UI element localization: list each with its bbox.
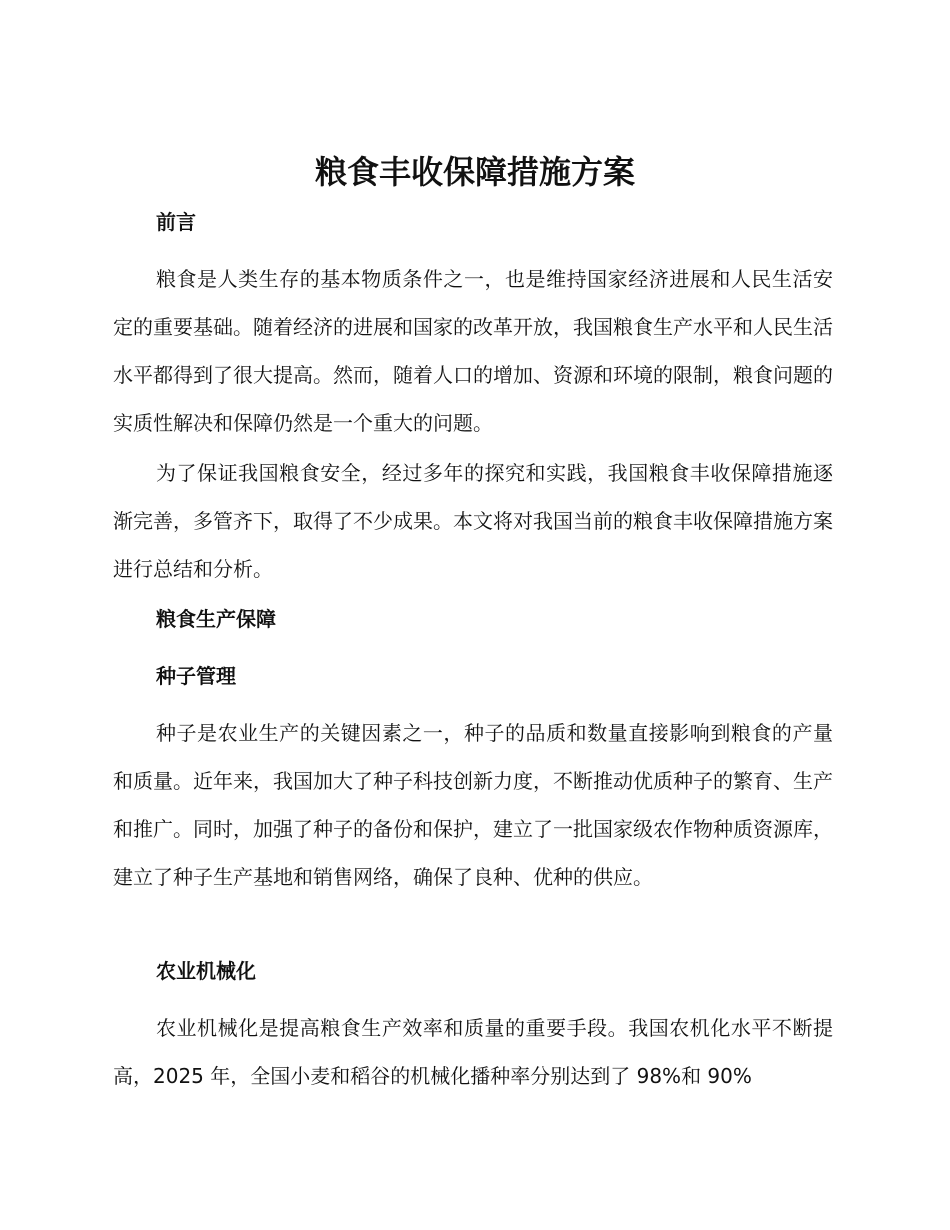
preface-paragraph-1: 粮食是人类生存的基本物质条件之一，也是维持国家经济进展和人民生活安定的重要基础。随着经济的进展和国家的改革开放，我国粮食生产水平和人民生活水平都得到了很大提高。然而，随着人口的增加、资源和环境的限制，粮食问题的实质性解决和保障仍然是一个重大的问题。 bbox=[113, 267, 833, 435]
seed-heading: 种子管理 bbox=[156, 664, 236, 688]
preface-paragraph-2: 为了保证我国粮食安全，经过多年的探究和实践，我国粮食丰收保障措施逐渐完善，多管齐下，取得了不少成果。本文将对我国当前的粮食丰收保障措施方案进行总结和分析。 bbox=[113, 461, 833, 581]
mechanization-heading: 农业机械化 bbox=[156, 959, 256, 983]
seed-paragraph: 种子是农业生产的关键因素之一，种子的品质和数量直接影响到粮食的产量和质量。近年来，我国加大了种子科技创新力度，不断推动优质种子的繁育、生产和推广。同时，加强了种子的备份和保护，建立了一批国家级农作物种质资源库，建立了种子生产基地和销售网络，确保了良种、优种的供应。 bbox=[113, 721, 833, 889]
mechanization-paragraph: 农业机械化是提高粮食生产效率和质量的重要手段。我国农机化水平不断提高，2025 年，全国小麦和稻谷的机械化播种率分别达到了 98%和 90% bbox=[113, 1016, 833, 1088]
document-title: 粮食丰收保障措施方案 bbox=[314, 153, 635, 191]
production-heading: 粮食生产保障 bbox=[156, 607, 276, 631]
preface-heading: 前言 bbox=[156, 210, 196, 234]
